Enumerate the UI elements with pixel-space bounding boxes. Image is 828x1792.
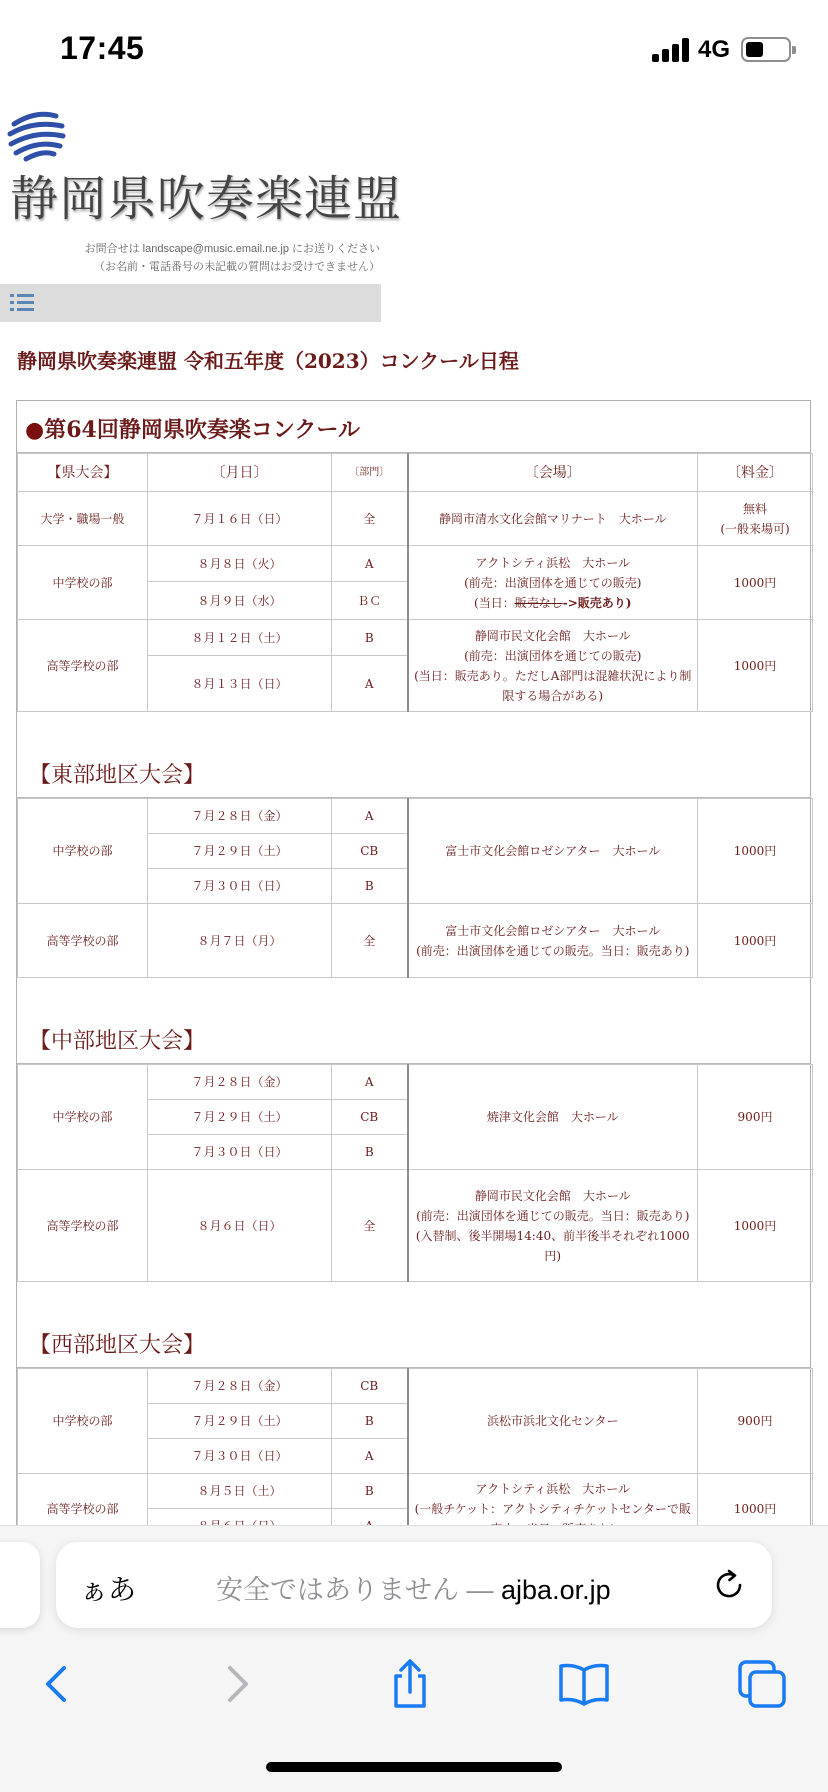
venue-note: (入替制、後半開場14:40、前半後半それぞれ1000円): [415, 1228, 690, 1263]
venue-cell: 静岡市清水文化会館マリナート 大ホール: [408, 492, 698, 546]
category-cell: 大学・職場一般: [18, 492, 148, 546]
fee-cell: 1000円: [698, 1474, 813, 1544]
division-cell: B: [332, 1135, 408, 1170]
fee-cell: [698, 492, 813, 546]
division-cell: A: [332, 546, 408, 582]
prefectural-table: [17, 453, 813, 712]
contest-title-text: 第64回静岡県吹奏楽コンクール: [44, 417, 360, 443]
reload-icon[interactable]: [710, 1566, 748, 1604]
venue-note: [413, 593, 694, 613]
table-row: [18, 904, 813, 978]
header-cell: 【県大会】: [18, 454, 148, 492]
west-district-table: [17, 1368, 813, 1544]
fee-note: (一般来場可): [720, 521, 790, 536]
date-cell: ７月３０日（日）: [148, 1439, 332, 1474]
page-title: 静岡県吹奏楽連盟 令和五年度（2023）コンクール日程: [17, 349, 519, 373]
venue-cell: 浜松市浜北文化センター: [408, 1369, 698, 1474]
federation-logo-icon: [6, 102, 66, 162]
tabs-icon[interactable]: [734, 1656, 790, 1712]
back-icon[interactable]: [30, 1656, 86, 1712]
url-display[interactable]: [216, 1568, 611, 1607]
fee-cell: 1000円: [698, 799, 813, 904]
venue-note: (当日：販売あり。ただしA部門は混雑状況により制限する場合がある): [414, 668, 692, 703]
contact-notice: [30, 240, 380, 276]
venue-cell: [408, 1170, 698, 1282]
date-cell: ８月９日（水）: [148, 582, 332, 620]
east-district-title: 【東部地区大会】: [17, 712, 810, 798]
division-cell: B: [332, 1474, 408, 1509]
page-settings-button[interactable]: ぁあ: [80, 1574, 137, 1605]
forward-icon[interactable]: [208, 1656, 264, 1712]
venue-note: (前売：出演団体を通じての販売。当日：販売あり): [416, 1208, 690, 1223]
date-cell: ８月１２日（土）: [148, 620, 332, 656]
battery-icon: [741, 37, 791, 62]
date-cell: ８月１３日（日）: [148, 656, 332, 712]
struck-text: 販売なし: [514, 595, 563, 610]
venue-cell: 焼津文化会館 大ホール: [408, 1065, 698, 1170]
address-bar[interactable]: [56, 1542, 772, 1628]
table-row: [18, 1065, 813, 1100]
east-district-table: [17, 798, 813, 978]
venue-name: 富士市文化会館ロゼシアター 大ホール: [445, 923, 661, 938]
not-secure-warning: 安全ではありません —: [216, 1575, 502, 1605]
navigation-bar: [0, 284, 381, 322]
date-cell: ７月２８日（金）: [148, 1369, 332, 1404]
table-row: [18, 1474, 813, 1509]
date-cell: ７月２９日（土）: [148, 1100, 332, 1135]
venue-name: 静岡市民文化会館 大ホール: [474, 1188, 631, 1203]
date-cell: ７月２９日（土）: [148, 834, 332, 869]
fee-cell: 1000円: [698, 904, 813, 978]
division-cell: ＢＣ: [332, 582, 408, 620]
venue-cell: [408, 904, 698, 978]
browser-toolbar: [0, 1525, 828, 1792]
domain-text: ajba.or.jp: [501, 1575, 611, 1605]
category-cell: 高等学校の部: [18, 1474, 148, 1544]
venue-name: 静岡市民文化会館 大ホール: [474, 628, 631, 643]
venue-note: (前売：出演団体を通じての販売。当日：販売あり): [416, 943, 690, 958]
status-bar: [0, 0, 828, 100]
contact-line-2: （お名前・電話番号の未記載の質問はお受けできません）: [94, 261, 380, 273]
venue-note: (前売：出演団体を通じての販売): [464, 648, 642, 663]
category-cell: 中学校の部: [18, 1369, 148, 1474]
category-cell: 中学校の部: [18, 799, 148, 904]
division-cell: 全: [332, 492, 408, 546]
division-cell: CB: [332, 1100, 408, 1135]
division-cell: A: [332, 1065, 408, 1100]
date-cell: ８月８日（火）: [148, 546, 332, 582]
venue-cell: [408, 620, 698, 712]
date-cell: ７月１６日（日）: [148, 492, 332, 546]
contact-line-1: お問合せは landscape@music.email.ne.jp にお送りください: [84, 243, 380, 255]
fee-text: 無料: [742, 501, 767, 516]
venue-note-part: ->販売あり): [562, 595, 632, 610]
site-title[interactable]: 静岡県吹奏楽連盟: [10, 171, 403, 227]
category-cell: 中学校の部: [18, 546, 148, 620]
status-time: 17:45: [60, 30, 145, 66]
date-cell: ８月７日（月）: [148, 904, 332, 978]
table-row: [18, 1369, 813, 1404]
central-district-table: [17, 1064, 813, 1282]
division-cell: 全: [332, 1170, 408, 1282]
table-header-row: [18, 454, 813, 492]
division-cell: B: [332, 869, 408, 904]
header-cell: 〔会場〕: [408, 454, 698, 492]
bookmarks-icon[interactable]: [556, 1656, 612, 1712]
schedule-table: [16, 400, 811, 1525]
venue-note: (一般チケット：アクトシティチケットセンターで販: [414, 1501, 691, 1516]
fee-cell: 1000円: [698, 1170, 813, 1282]
venue-note-part: (当日：: [474, 595, 515, 610]
category-cell: 高等学校の部: [18, 904, 148, 978]
division-cell: B: [332, 1404, 408, 1439]
table-row: [18, 620, 813, 656]
header-cell: 〔料金〕: [698, 454, 813, 492]
category-cell: 高等学校の部: [18, 620, 148, 712]
venue-name: アクトシティ浜松 大ホール: [475, 555, 630, 570]
division-cell: 全: [332, 904, 408, 978]
cellular-signal-icon: [652, 38, 692, 62]
division-cell: B: [332, 620, 408, 656]
fee-cell: 1000円: [698, 620, 813, 712]
venue-cell: [408, 546, 698, 620]
date-cell: ７月３０日（日）: [148, 869, 332, 904]
date-cell: ７月２８日（金）: [148, 1065, 332, 1100]
previous-tab-card[interactable]: [0, 1542, 40, 1628]
date-cell: ８月６日（日）: [148, 1170, 332, 1282]
venue-cell: 富士市文化会館ロゼシアター 大ホール: [408, 799, 698, 904]
central-district-title: 【中部地区大会】: [17, 978, 810, 1064]
division-cell: A: [332, 656, 408, 712]
division-cell: A: [332, 799, 408, 834]
home-indicator[interactable]: [266, 1762, 562, 1772]
share-icon[interactable]: [382, 1656, 438, 1712]
network-type: 4G: [698, 36, 731, 63]
category-cell: 高等学校の部: [18, 1170, 148, 1282]
division-cell: A: [332, 1439, 408, 1474]
table-row: [18, 492, 813, 546]
header-cell: 〔月日〕: [148, 454, 332, 492]
bullet-icon: ●: [25, 417, 45, 443]
date-cell: ７月３０日（日）: [148, 1135, 332, 1170]
table-row: [18, 799, 813, 834]
date-cell: ７月２８日（金）: [148, 799, 332, 834]
division-cell: CB: [332, 834, 408, 869]
fee-cell: 900円: [698, 1065, 813, 1170]
date-cell: ８月５日（土）: [148, 1474, 332, 1509]
venue-note: (前売：出演団体を通じての販売): [464, 575, 642, 590]
category-cell: 中学校の部: [18, 1065, 148, 1170]
division-cell: CB: [332, 1369, 408, 1404]
west-district-title: 【西部地区大会】: [17, 1282, 810, 1368]
header-cell: 〔部門〕: [332, 454, 408, 492]
date-cell: ７月２９日（土）: [148, 1404, 332, 1439]
fee-cell: 1000円: [698, 546, 813, 620]
table-row: [18, 546, 813, 582]
menu-list-icon[interactable]: [10, 294, 34, 312]
table-row: [18, 1170, 813, 1282]
contest-title: [17, 401, 810, 453]
fee-cell: 900円: [698, 1369, 813, 1474]
venue-name: アクトシティ浜松 大ホール: [475, 1481, 630, 1496]
